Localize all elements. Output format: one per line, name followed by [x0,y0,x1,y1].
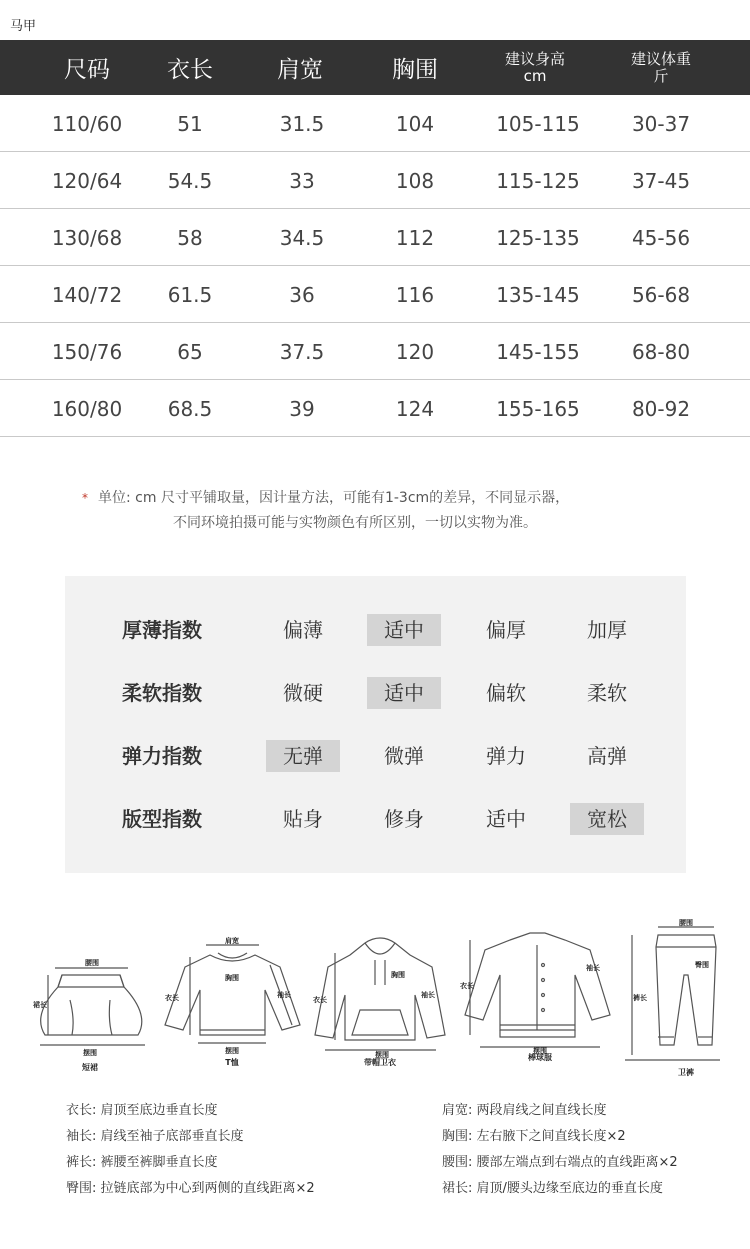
definition-item: 腰围: 腰部左端点到右端点的直线距离×2 [442,1155,678,1170]
index-label: 厚薄指数 [122,618,202,642]
table-cell: 68-80 [631,340,691,364]
table-cell: 33 [289,169,315,193]
table-cell: 30-37 [631,112,691,136]
garment-measure-label: 腰围 [85,959,99,967]
header-label: 胸围 [392,57,438,83]
header-height [505,40,565,95]
definition-item: 胸围: 左右腋下之间直线长度×2 [442,1129,626,1144]
table-cell: 34.5 [279,226,325,250]
garment-name: 卫裤 [678,1068,694,1077]
note-text: 单位: cm 尺寸平铺取量，因计量方法，可能有1-3cm的差异，不同显示器， [98,490,570,506]
star-icon: * [82,491,88,505]
header-unit: 斤 [653,66,669,85]
garment-name: 带帽卫衣 [364,1058,396,1067]
table-cell: 36 [289,283,315,307]
definition-item: 袖长: 肩线至袖子底部垂直长度 [66,1129,244,1144]
index-option: 柔软 [587,681,627,705]
garment-measure-label: 摆围 [375,1051,389,1059]
table-cell: 108 [395,169,435,193]
index-option: 偏厚 [486,618,526,642]
garment-measure-label: 摆围 [533,1047,547,1055]
index-label: 弹力指数 [122,744,202,768]
table-cell: 51 [177,112,203,136]
baseball-jacket-diagram [465,933,610,1047]
header-chest [392,40,438,95]
index-option: 偏薄 [283,618,323,642]
table-cell: 160/80 [51,397,123,421]
index-option: 微硬 [283,681,323,705]
table-cell: 61.5 [167,283,213,307]
index-option-selected: 适中 [367,677,441,709]
table-row [0,95,750,152]
garment-measure-label: 衣长 [165,994,179,1002]
index-option-selected: 无弹 [266,740,340,772]
skirt-diagram [40,968,145,1045]
table-cell: 58 [177,226,203,250]
garment-measure-label: 肩宽 [225,937,239,945]
garment-measure-label: 胸围 [225,974,239,982]
garment-name: T恤 [225,1058,239,1067]
table-cell: 104 [395,112,435,136]
note-line-2: 不同环境拍摄可能与实物颜色有所区别，一切以实物为准。 [173,515,537,531]
garment-measure-label: 衣长 [313,996,327,1004]
table-cell: 68.5 [167,397,213,421]
index-option: 微弹 [384,744,424,768]
index-option: 修身 [384,807,424,831]
table-row [0,380,750,437]
table-cell: 140/72 [51,283,123,307]
table-cell: 130/68 [51,226,123,250]
index-row [65,799,686,839]
table-cell: 105-115 [496,112,580,136]
index-row [65,673,686,713]
header-label: 建议身高 [504,49,566,68]
table-cell: 112 [395,226,435,250]
garment-measure-label: 裙长 [33,1001,47,1009]
garment-measure-label: 袖长 [586,964,600,972]
garment-measure-label: 袖长 [421,991,435,999]
garment-name: 棒球服 [528,1053,552,1062]
index-row [65,736,686,776]
garment-measure-label: 衣长 [460,982,474,990]
header-shoulder [277,40,323,95]
header-label: 建议体重 [630,49,692,68]
header-label: 衣长 [167,57,213,83]
table-cell: 31.5 [279,112,325,136]
definition-item: 衣长: 肩顶至底边垂直长度 [66,1103,218,1118]
table-cell: 65 [177,340,203,364]
index-option-selected: 适中 [367,614,441,646]
definitions-right [442,1098,678,1202]
header-label: 肩宽 [277,57,323,83]
table-row [0,209,750,266]
table-cell: 120 [395,340,435,364]
definition-item: 裤长: 裤腰至裤脚垂直长度 [66,1155,218,1170]
table-cell: 56-68 [631,283,691,307]
table-cell: 155-165 [496,397,580,421]
index-option: 高弹 [587,744,627,768]
table-cell: 115-125 [496,169,580,193]
table-row [0,323,750,380]
index-option: 贴身 [283,807,323,831]
table-cell: 54.5 [167,169,213,193]
size-table-body [0,95,750,437]
index-label: 柔软指数 [122,681,202,705]
definition-item: 裙长: 肩顶/腰头边缘至底边的垂直长度 [442,1181,663,1196]
table-cell: 37-45 [631,169,691,193]
size-table [0,40,750,437]
index-label: 版型指数 [122,807,202,831]
index-option: 偏软 [486,681,526,705]
header-label: 尺码 [64,57,110,83]
table-cell: 45-56 [631,226,691,250]
table-cell: 150/76 [51,340,123,364]
index-option: 适中 [486,807,526,831]
table-row [0,266,750,323]
garment-measure-label: 胸围 [391,971,405,979]
index-option-selected: 宽松 [570,803,644,835]
size-table-header [0,40,750,95]
product-tag: 马甲 [10,19,37,34]
garment-measure-label: 摆围 [225,1047,239,1055]
table-cell: 124 [395,397,435,421]
note-line-1 [82,486,569,511]
index-option: 弹力 [486,744,526,768]
garment-measure-label: 摆围 [83,1049,97,1057]
header-size [64,40,110,95]
table-cell: 120/64 [51,169,123,193]
table-cell: 116 [395,283,435,307]
garment-measure-label: 臀围 [695,961,709,969]
garment-name: 短裙 [82,1063,98,1072]
header-weight [631,40,691,95]
index-row [65,610,686,650]
garment-measure-label: 袖长 [277,991,291,999]
table-cell: 125-135 [496,226,580,250]
table-cell: 145-155 [496,340,580,364]
index-option: 加厚 [587,618,627,642]
garment-measure-label: 裤长 [633,994,647,1002]
table-row [0,152,750,209]
table-cell: 135-145 [496,283,580,307]
header-unit: cm [523,66,547,85]
table-cell: 80-92 [631,397,691,421]
garment-measure-label: 腰围 [679,919,693,927]
definitions-left [66,1098,315,1202]
fabric-index-panel [65,576,686,873]
garment-diagrams [0,905,750,1085]
definition-item: 臀围: 拉链底部为中心到两侧的直线距离×2 [66,1181,315,1196]
header-length [167,40,213,95]
table-cell: 39 [289,397,315,421]
table-cell: 37.5 [279,340,325,364]
table-cell: 110/60 [51,112,123,136]
definition-item: 肩宽: 两段肩线之间直线长度 [442,1103,607,1118]
